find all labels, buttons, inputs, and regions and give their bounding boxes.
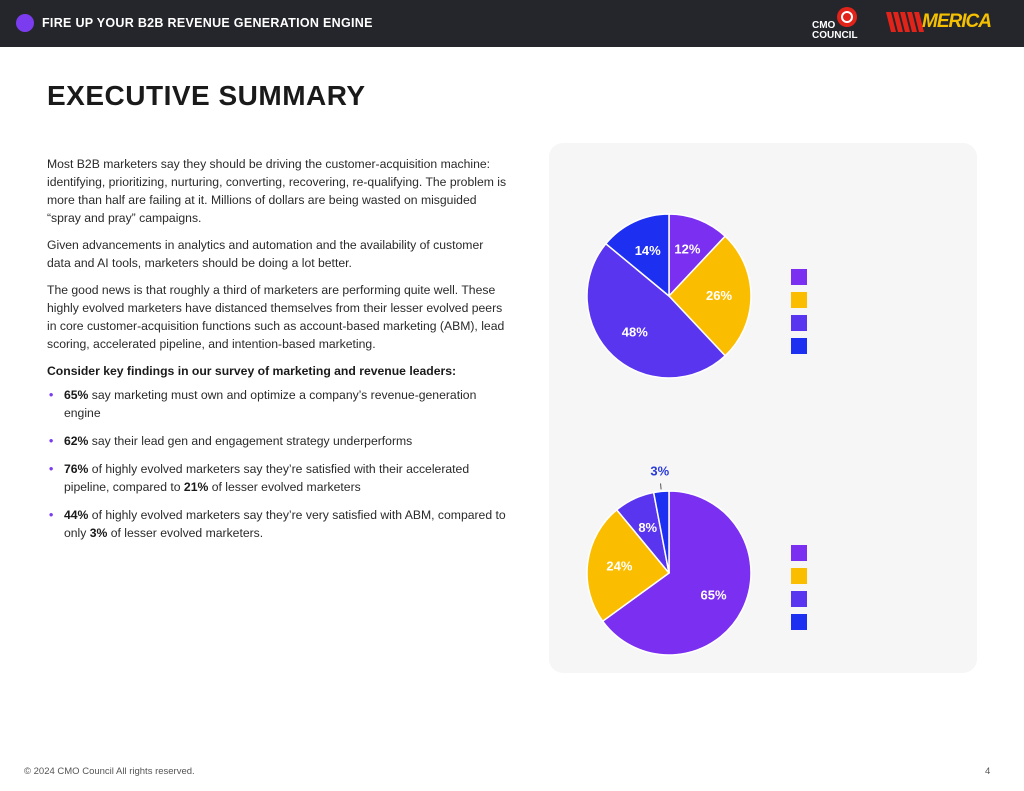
cmo-council-logo — [806, 6, 868, 44]
footer-copyright: © 2024 CMO Council All rights reserved. — [24, 766, 195, 777]
findings-list — [47, 386, 507, 542]
finding-text: say marketing must own and optimize a company’s revenue-generation engine — [64, 388, 477, 420]
finding-item — [47, 460, 507, 496]
finding-item — [47, 432, 507, 450]
cmo-logo-line1: CMO — [812, 20, 836, 31]
finding-stat: 62% — [64, 434, 89, 448]
summary-text — [47, 155, 507, 552]
paragraph-2: Given advancements in analytics and automation and the availability of customer data and AI tools, marketers should be doing a lot better. — [47, 238, 484, 270]
bullet-dot-icon: • — [49, 388, 54, 402]
top-bar — [0, 0, 1024, 47]
pie1-legend-swatch-1 — [791, 269, 807, 285]
paragraph-3: The good news is that roughly a third of marketers are performing quite well. These highly evolved marketers have distanced themselves from their lesser evolved peers in core customer-acquisition functions such as account-based marketing (ABM), lead scoring, accelerated pipeline, and intention-based marketing. — [47, 283, 505, 351]
cmo-logo-line2: COUNCIL — [812, 30, 858, 41]
finding-stat: 44% — [64, 508, 89, 522]
finding-stat-2: 21% — [183, 480, 209, 494]
america-stripes-icon — [886, 12, 926, 32]
pie2-legend-swatch-1 — [791, 545, 807, 561]
pie2-label-4: 3% — [650, 463, 670, 479]
finding-text: of highly evolved marketers say they’re satisfied with their accelerated pipeline, compared to — [64, 462, 470, 494]
page-title: EXECUTIVE SUMMARY — [47, 80, 366, 111]
paragraph-1: Most B2B marketers say they should be driving the customer-acquisition machine: identifying, prioritizing, nurturing, converting, recovering, re-qualifying. The problem is more than half are failing at it. Millions of dollars are being wasted on misguided “spray and pray” campaigns. — [47, 157, 507, 225]
pie1-label-2: 26% — [705, 288, 733, 303]
finding-stat: 65% — [64, 388, 89, 402]
pie1-legend-swatch-4 — [791, 338, 807, 354]
header-dot-icon — [16, 14, 34, 32]
pie1-legend-swatch-2 — [791, 292, 807, 308]
finding-text-2: of lesser evolved marketers — [208, 480, 361, 494]
pie2-label-3: 8% — [638, 519, 658, 535]
findings-lead: Consider key findings in our survey of marketing and revenue leaders: — [47, 364, 457, 378]
pie1-label-3: 48% — [621, 324, 648, 340]
bullet-dot-icon: • — [49, 508, 54, 522]
pie1-label-4: 14% — [634, 242, 661, 258]
finding-stat-2: 3% — [89, 526, 108, 540]
pie2-leader-line — [661, 483, 662, 489]
pie1-label-1: 12% — [674, 241, 701, 257]
finding-text-2: of lesser evolved marketers. — [107, 526, 264, 540]
finding-item — [47, 506, 507, 542]
finding-item — [47, 386, 507, 422]
finding-text: of highly evolved marketers say they’re very satisfied with ABM, compared to only — [64, 508, 506, 540]
pie-charts — [549, 143, 977, 673]
pie2-label-2: 24% — [606, 558, 633, 574]
pie2-legend-swatch-4 — [791, 614, 807, 630]
page-number: 4 — [985, 766, 991, 777]
pie2-legend-swatch-3 — [791, 591, 807, 607]
pie1-legend-swatch-3 — [791, 315, 807, 331]
america-logo-word: MERICA — [922, 11, 991, 32]
pie2-legend-swatch-2 — [791, 568, 807, 584]
pie2-label-1: 65% — [700, 587, 727, 603]
finding-stat: 76% — [64, 462, 89, 476]
header-title: FIRE UP YOUR B2B REVENUE GENERATION ENGINE — [42, 16, 373, 30]
finding-text: say their lead gen and engagement strategy underperforms — [88, 434, 413, 448]
america-logo — [886, 10, 1008, 36]
cmo-council-mark-icon — [836, 6, 858, 28]
bullet-dot-icon: • — [49, 434, 54, 448]
bullet-dot-icon: • — [49, 462, 54, 476]
